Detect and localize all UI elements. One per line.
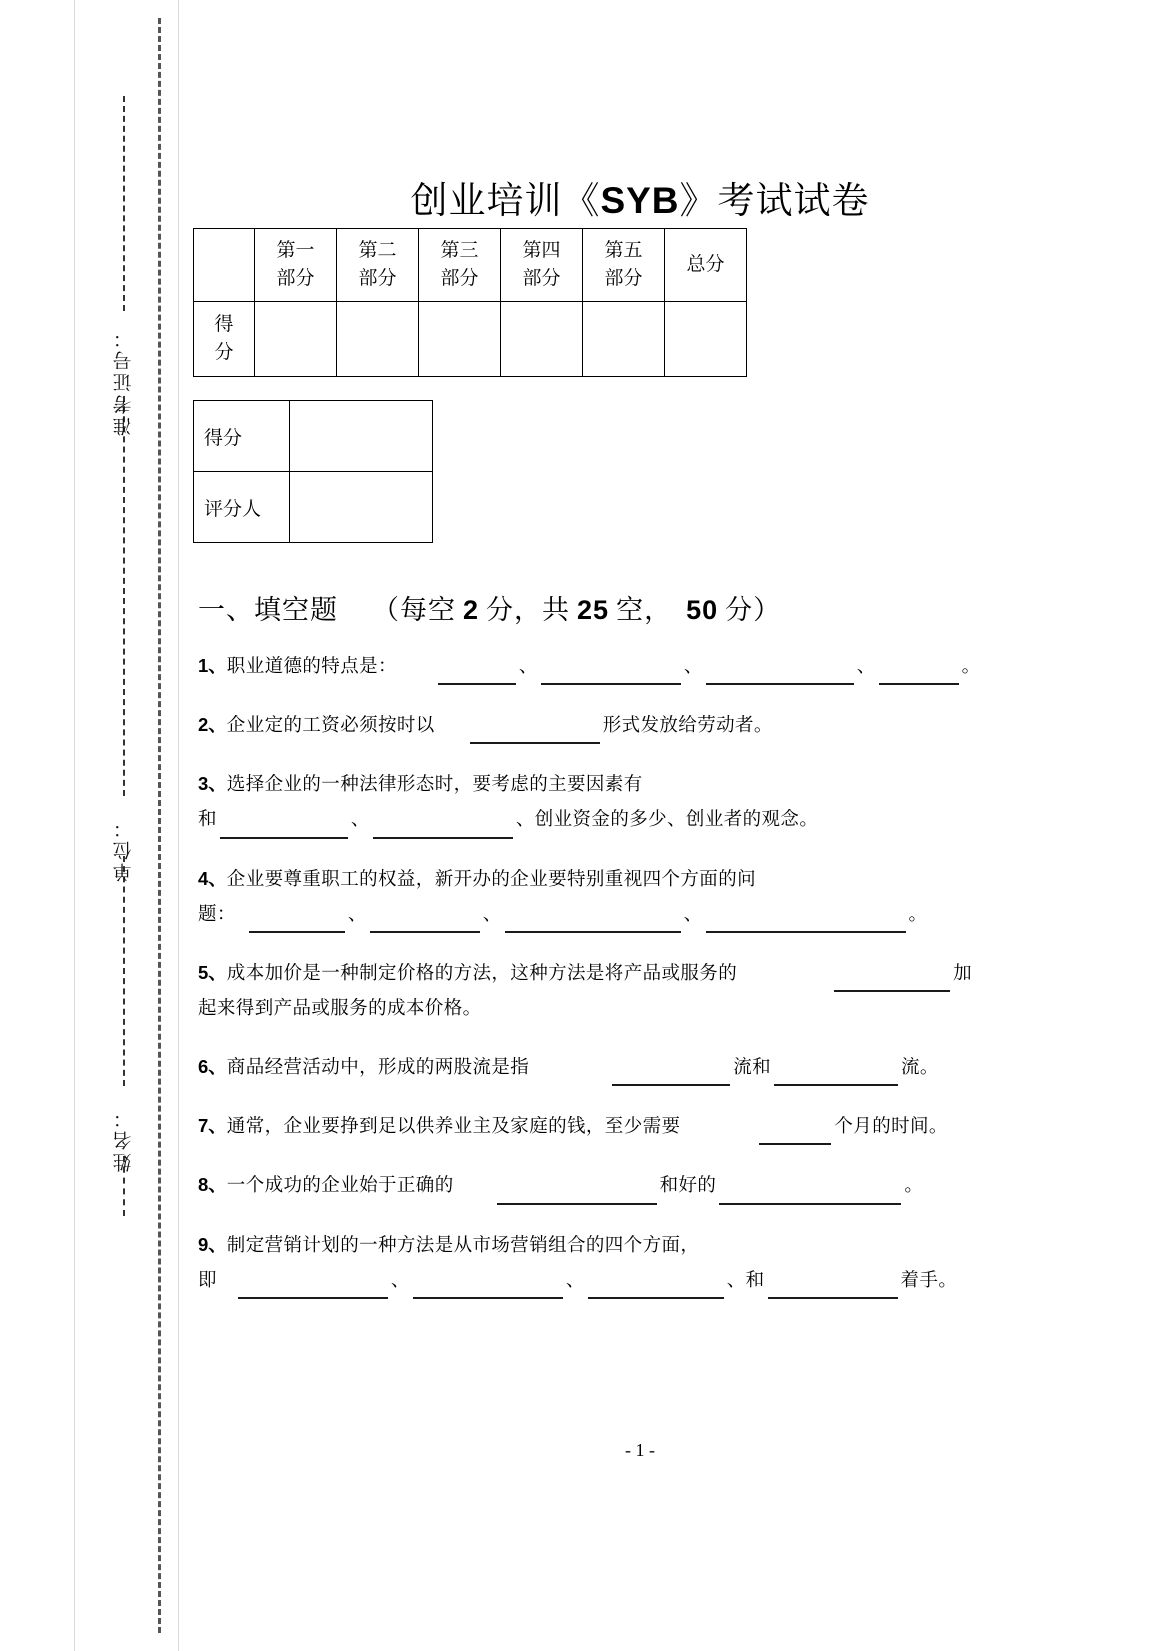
table-row [194, 302, 747, 377]
score-table-header-cell [501, 229, 583, 302]
header-line-1: 第四 [522, 240, 561, 262]
seal-strip-labels [78, 96, 170, 1172]
question-number: 1、 [198, 655, 227, 676]
question-line [198, 648, 1008, 685]
seal-label-1: 单位： [113, 816, 135, 882]
header-line-2: 部分 [358, 268, 397, 289]
question-item [198, 1049, 1008, 1086]
question-text: 流。 [901, 1058, 939, 1079]
section-heading-prefix: 一、填空题 [198, 595, 338, 625]
answer-blank[interactable] [497, 1183, 657, 1205]
question-line [198, 861, 1008, 898]
question-text: 着手。 [900, 1270, 958, 1291]
question-text: 题： [198, 904, 236, 925]
section-paren-open: （每空 [372, 595, 456, 625]
section-paren-close: 分） [725, 595, 782, 625]
question-line [198, 1167, 1008, 1204]
question-number: 5、 [198, 961, 227, 983]
answer-blank[interactable] [879, 663, 959, 685]
table-row [194, 401, 433, 472]
question-text: 加 [953, 963, 973, 984]
title-latin: SYB [600, 180, 680, 221]
question-text: 制定营销计划的一种方法是从市场营销组合的四个方面， [226, 1235, 700, 1256]
question-line [198, 766, 1008, 803]
question-text: 、创业资金的多少、创业者的观念。 [515, 810, 819, 831]
question-text: 个月的时间。 [834, 1117, 948, 1138]
question-text: 即 [198, 1270, 217, 1291]
answer-blank[interactable] [706, 663, 854, 685]
score-input-cell[interactable] [255, 302, 337, 377]
question-text: 。 [904, 1176, 924, 1197]
answer-blank[interactable] [238, 1277, 388, 1299]
question-text: 、 [350, 810, 370, 831]
fill-in-blank-questions [198, 648, 1008, 1321]
score-label-line-1: 得 [214, 314, 234, 336]
grader-row-label: 得分 [194, 401, 290, 472]
score-table-corner-cell [194, 229, 255, 302]
question-line [198, 1264, 1008, 1299]
question-number: 9、 [198, 1233, 227, 1255]
question-line [198, 707, 1008, 744]
question-item [198, 955, 1008, 1027]
answer-blank[interactable] [220, 817, 348, 839]
table-row [194, 472, 433, 543]
answer-blank[interactable] [706, 911, 906, 933]
question-text: 选择企业的一种法律形态时，要考虑的主要因素有 [226, 775, 643, 796]
answer-blank[interactable] [768, 1277, 898, 1299]
question-text: 一个成功的企业始于正确的 [226, 1176, 454, 1197]
question-item [198, 861, 1008, 933]
answer-blank[interactable] [413, 1277, 563, 1299]
grader-row-label: 评分人 [194, 472, 290, 543]
seal-dash-run [123, 856, 125, 1086]
answer-blank[interactable] [588, 1277, 724, 1299]
answer-blank[interactable] [774, 1064, 898, 1086]
header-line-1: 第一 [276, 240, 315, 262]
answer-blank[interactable] [834, 970, 950, 992]
question-item [198, 707, 1008, 744]
answer-blank[interactable] [719, 1183, 901, 1205]
question-line [198, 1227, 1008, 1264]
grader-table [193, 400, 433, 543]
question-item [198, 1108, 1008, 1145]
question-text: 。 [908, 904, 928, 925]
answer-blank[interactable] [438, 663, 516, 685]
per-blank-points: 2 [463, 595, 480, 625]
question-text: 、 [347, 904, 367, 925]
score-input-cell[interactable] [501, 302, 583, 377]
seal-label-2: 姓名： [113, 1106, 135, 1172]
question-text: 通常，企业要挣到足以供养业主及家庭的钱，至少需要 [226, 1117, 681, 1138]
question-text: 、 [683, 657, 703, 677]
seal-dash-run [123, 396, 125, 796]
question-text: 、和 [726, 1270, 765, 1291]
question-text: 成本加价是一种制定价格的方法，这种方法是将产品或服务的 [226, 963, 738, 984]
question-number: 6、 [198, 1056, 227, 1078]
question-text: 商品经营活动中，形成的两股流是指 [226, 1058, 530, 1079]
header-line-1: 第五 [604, 240, 643, 262]
question-line [198, 955, 1008, 992]
score-input-cell[interactable] [337, 302, 419, 377]
total-points: 50 [686, 595, 719, 625]
question-line [198, 803, 1008, 838]
score-table-header-cell [419, 229, 501, 302]
score-label-line-2: 分 [214, 342, 234, 363]
question-text: 和 [198, 810, 217, 831]
question-number: 3、 [198, 773, 227, 795]
score-table-header-cell [583, 229, 665, 302]
section-mid-1: 分，共 [486, 595, 571, 625]
score-summary-table [193, 228, 747, 377]
grader-row-value[interactable] [290, 472, 433, 543]
margin-rule-right [178, 0, 179, 1651]
score-row-label [194, 302, 255, 377]
question-text: 、 [683, 904, 703, 925]
question-item [198, 766, 1008, 838]
header-line-2: 部分 [440, 268, 479, 289]
header-line-2: 部分 [276, 268, 315, 289]
section-heading [198, 588, 781, 627]
header-line-1: 第二 [358, 240, 397, 262]
question-text: 企业定的工资必须按时以 [226, 716, 435, 737]
page-number-footer: - 1 - [625, 1440, 655, 1460]
question-text: 形式发放给劳动者。 [602, 716, 773, 737]
answer-blank[interactable] [470, 722, 600, 744]
question-text: 流和 [733, 1058, 772, 1079]
header-line-1: 第三 [440, 240, 479, 262]
table-row [194, 229, 747, 302]
header-line-2: 部分 [604, 268, 643, 289]
seal-label-0: 准考证号： [113, 326, 135, 436]
question-line [198, 1108, 1008, 1145]
question-text: 、 [482, 904, 502, 925]
answer-blank[interactable] [612, 1064, 730, 1086]
header-line-1: 总分 [686, 254, 725, 276]
question-text: 、 [518, 657, 538, 677]
answer-blank[interactable] [505, 911, 681, 933]
question-text: 职业道德的特点是： [226, 657, 397, 677]
question-number: 8、 [198, 1174, 227, 1196]
question-item [198, 1227, 1008, 1299]
page-title [180, 170, 1100, 224]
score-table-header-cell [255, 229, 337, 302]
question-number: 4、 [198, 867, 227, 889]
answer-blank[interactable] [249, 911, 345, 933]
score-table-header-cell [665, 229, 747, 302]
question-line [198, 1049, 1008, 1086]
title-suffix: 》考试试卷 [679, 181, 870, 222]
question-line [198, 992, 1008, 1027]
question-item [198, 648, 1008, 685]
question-number: 7、 [198, 1115, 227, 1137]
header-line-2: 部分 [522, 268, 561, 289]
answer-blank[interactable] [541, 663, 681, 685]
section-mid-2: 空， [616, 595, 673, 625]
score-input-cell[interactable] [665, 302, 747, 377]
question-text: 、 [565, 1270, 585, 1291]
question-text: 、 [856, 657, 876, 677]
seal-dash-run [123, 96, 125, 311]
margin-rule-left [74, 0, 75, 1651]
answer-blank[interactable] [373, 817, 513, 839]
question-text: 、 [390, 1270, 410, 1291]
question-line [198, 898, 1008, 933]
title-prefix: 创业培训《 [410, 181, 601, 222]
score-table-header-cell [337, 229, 419, 302]
question-text: 。 [961, 657, 981, 677]
grader-row-value[interactable] [290, 401, 433, 472]
question-text: 企业要尊重职工的权益，新开办的企业要特别重视四个方面的问 [226, 869, 756, 890]
question-item [198, 1167, 1008, 1204]
score-input-cell[interactable] [583, 302, 665, 377]
answer-blank[interactable] [759, 1123, 831, 1145]
answer-blank[interactable] [370, 911, 480, 933]
score-input-cell[interactable] [419, 302, 501, 377]
question-number: 2、 [198, 714, 227, 736]
blank-count: 25 [577, 595, 610, 625]
question-text: 和好的 [659, 1176, 717, 1197]
question-text: 起来得到产品或服务的成本价格。 [198, 998, 482, 1019]
